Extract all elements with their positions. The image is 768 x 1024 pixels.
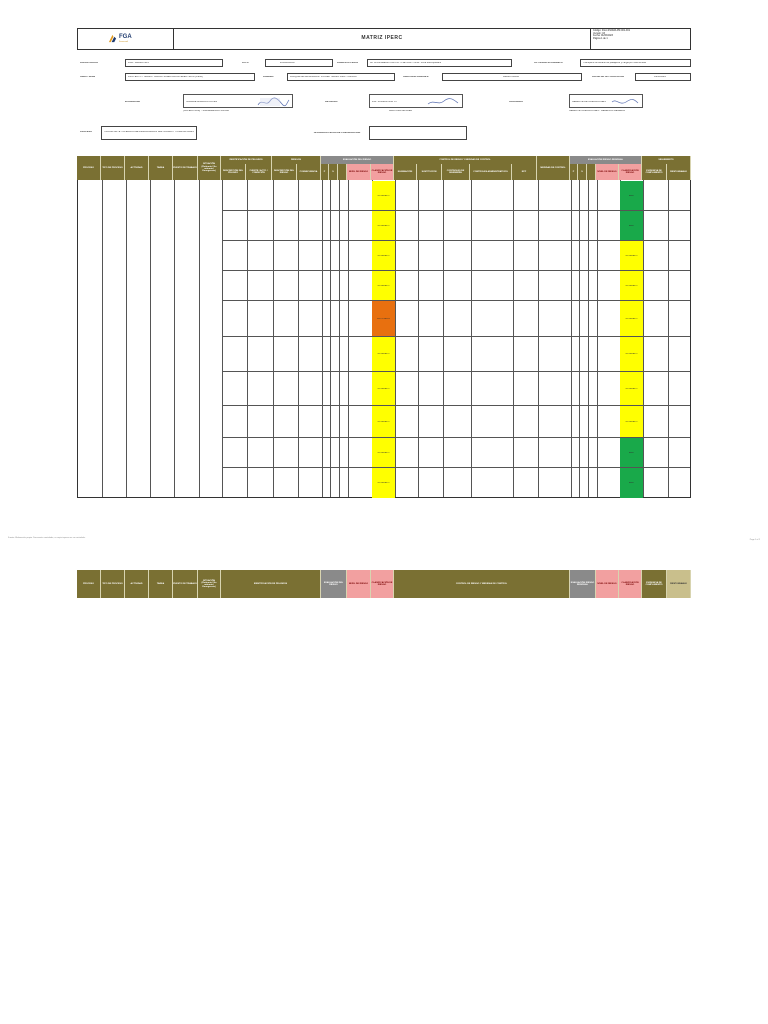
dominio-value: PARQUE DE MANIOBRAS / VÍA DEL TRAMO LIMA - CALLAO: [290, 76, 357, 78]
residual-classification-label: BAJO: [628, 451, 635, 454]
domicilio-label: DOMICILIO LEGAL: [337, 62, 359, 64]
residual-classification-label: MODERADO: [625, 420, 638, 423]
group-evaluacion: EVALUACIÓN DEL RIESGO: [321, 156, 394, 164]
iperc-sheet-2: [77, 0, 691, 1024]
risk-classification-label: MODERADO: [377, 482, 390, 484]
risk-classification-label: MODERADO: [377, 224, 390, 227]
risk-classification-label: MODERADO: [377, 451, 390, 454]
logo-text: FGA: [119, 34, 132, 40]
revisado-name: ING. SUPERVISOR ST: [372, 101, 397, 103]
sub-p2: P: [570, 164, 578, 180]
sub-fuente: FUENTE / ACTO / CONDICIÓN: [246, 164, 272, 180]
residual-classification-label: BAJO: [628, 482, 635, 484]
elaborado-label: ELABORADO: [125, 101, 141, 103]
proceso-label: PROCESO: [80, 131, 92, 133]
sub-nivel: NIVEL DE RIESGO: [347, 164, 371, 180]
sub-nivel2-2: NIVEL DE RIESGO: [596, 570, 619, 598]
risk-classification-label: MODERADO: [377, 353, 390, 355]
domicilio-value: Av. Circunvalación 1234 Int. 4 San Luis - Lima - Lima Metropolitana: [370, 62, 442, 64]
sub-responsable: RESPONSABLE: [667, 164, 691, 180]
residual-classification-label: MODERADO: [625, 254, 638, 257]
sub-s2: S: [578, 164, 587, 180]
group-evaluacion-2: EVALUACIÓN DEL RIESGO: [321, 570, 347, 598]
ruc-value: 20100000000: [280, 62, 295, 64]
residual-classification-label: MODERADO: [625, 353, 638, 355]
razon-social-value: FGA - FERROVIAS: [128, 62, 149, 64]
logo-subtitle: Ferrocarril: [119, 41, 129, 43]
fecha-label: FECHA DE ACTUALIZACIÓN: [592, 76, 625, 78]
sub-sustitucion: SUSTITUCIÓN: [417, 164, 442, 180]
sub-responsable-2: RESPONSABLE: [667, 570, 691, 598]
risk-classification-label: MODERADO: [377, 420, 390, 423]
elaborado-role: (SUPERVISOR) - SUBGERENCIA SSOMA: [183, 110, 229, 112]
risk-classification-label: MODERADO: [377, 284, 390, 287]
elaborado-name: NOMBRE APELLIDO ANTES: [186, 101, 218, 103]
revisado-role: JEFATURA DE ÁREA: [389, 110, 413, 112]
sub-p: P: [321, 164, 329, 180]
group-residual: EVALUACIÓN RIESGO RESIDUAL: [570, 156, 642, 164]
ruc-label: R.U.C.: [242, 62, 250, 64]
col-situacion-2: SITUACIÓN (Rutinaria / No rutinaria / Emergencia): [198, 570, 221, 598]
group-residual-2: EVALUACIÓN RIESGO RESIDUAL: [570, 570, 596, 598]
group-peligros: IDENTIFICACIÓN DE PELIGROS: [221, 156, 272, 164]
residual-classification-label: MODERADO: [625, 317, 638, 320]
group-riesgos: RIESGOS: [272, 156, 321, 164]
proceso-value: TRANSPORTE / OPERACIONES EMPALMADAS VERTICALES Y HORIZONTALES: [104, 131, 194, 133]
footer-note: Fuente: Elaboración propia. Documento controlado, su copia impresa es no controlada.: [8, 537, 86, 539]
sub-evidencia-2: EVIDENCIA DE CUMPLIMIENTO: [642, 570, 667, 598]
sub-epp: EPP: [512, 164, 537, 180]
aprobado-fecha-label: APROBADO FECHA DE COMUNICACIÓN: [313, 132, 361, 134]
area-label: ÁREA / SEDE: [80, 76, 96, 78]
sub-consecuencia: CONSECUENCIA: [297, 164, 321, 180]
col-tarea-2: TAREA: [149, 570, 173, 598]
col-proceso: PROCESO: [77, 156, 101, 180]
residual-classification-label: MODERADO: [625, 387, 638, 390]
col-actividad-2: ACTIVIDAD: [125, 570, 149, 598]
sub-nivel-2: NIVEL DE RIESGO: [347, 570, 371, 598]
dominio-label: DOMINIO: [263, 76, 274, 78]
col-actividad: ACTIVIDAD: [125, 156, 149, 180]
area-value: PROYECTO / TRAMO / CARGO SUBESTACIÓN ELÉCTRICA (S.E.E): [128, 76, 203, 78]
residual-classification-label: BAJO: [628, 224, 635, 227]
document-title: MATRIZ IPERC: [174, 28, 591, 50]
group-control: CONTROL DE RIESGO Y MEDIDAS DE CONTROL: [394, 156, 537, 164]
residual-classification-label: BAJO: [628, 194, 635, 197]
col-puesto: PUESTO DE TRABAJO: [173, 156, 198, 180]
code-line: Fecha: 01/06/2023: [593, 34, 613, 38]
col-tarea: TAREA: [149, 156, 173, 180]
aprobado-label: APROBADO: [509, 101, 523, 103]
sub-clasif-2: CLASIFICACIÓN DE RIESGO: [371, 570, 394, 598]
col-tipo-proceso: TIPO DE PROCESO: [101, 156, 125, 180]
sub-evidencia: EVIDENCIA DE CUMPLIMIENTO: [642, 164, 667, 180]
sub-s: S: [329, 164, 338, 180]
aprobado-role: GERENTE OPERACIONES - GERENCIA GENERAL: [569, 110, 626, 112]
group-control-2: CONTROL DE RIESGO Y MEDIDAS DE CONTROL: [394, 570, 570, 598]
razon-social-label: RAZÓN SOCIAL: [80, 62, 99, 64]
sub-nivel2: NIVEL DE RIESGO: [596, 164, 619, 180]
code-line: Código: FGA-SSOMA-PR-001-F01: [593, 29, 631, 32]
fecha-value: 01/06/2023: [654, 76, 666, 78]
risk-classification-label: MODERADO: [377, 254, 390, 257]
col-tipo-proceso-2: TIPO DE PROCESO: [101, 570, 125, 598]
revisado-label: REVISADO: [325, 101, 338, 103]
sub-clasif2-2: CLASIFICACIÓN RIESGO: [619, 570, 642, 598]
col-proceso-2: PROCESO: [77, 570, 101, 598]
sub-peligro: DESCRIPCIÓN DEL PELIGRO: [221, 164, 246, 180]
page-number: Page 1 of 2: [749, 539, 760, 541]
code-line: Página 1 de 1: [593, 36, 608, 40]
group-seguimiento: SEGUIMIENTO: [642, 156, 691, 164]
sub-riesgo: DESCRIPCIÓN DEL RIESGO: [272, 164, 297, 180]
sub-clasif: CLASIFICACIÓN DE RIESGO: [371, 164, 394, 180]
col-puesto-2: PUESTO DE TRABAJO: [173, 570, 198, 598]
risk-classification-label: MODERADO: [377, 194, 390, 197]
sub-eliminacion: ELIMINACIÓN: [394, 164, 417, 180]
col-medidas: MEDIDAS DE CONTROL: [537, 156, 570, 180]
code-line: Versión: 03: [593, 31, 605, 35]
risk-classification-label: IMPORTANTE: [377, 317, 390, 320]
sub-administrativos: CONTROLES ADMINISTRATIVOS: [470, 164, 512, 180]
group-peligros-2: IDENTIFICACIÓN DE PELIGROS: [221, 570, 321, 598]
col-situacion: SITUACIÓN (Rutinaria / No rutinaria / Emergencia): [198, 156, 221, 180]
sub-ingenieria: CONTROLES DE INGENIERÍA: [442, 164, 470, 180]
aprobado-name: GERENTE DE OPERACIONES: [572, 101, 606, 103]
area-responsable-label: ÁREA RESPONSABLE: [403, 76, 429, 78]
risk-classification-label: MODERADO: [377, 387, 390, 390]
actividad-value: Transporte ferroviario de pasajeros y carga por vías férreas: [583, 62, 646, 64]
sub-clasif2: CLASIFICACIÓN RIESGO: [619, 164, 642, 180]
residual-classification-label: MODERADO: [625, 284, 638, 287]
actividad-label: ACTIVIDAD ECONÓMICA: [534, 62, 563, 64]
area-responsable-value: FERROVIARIA: [503, 76, 520, 78]
